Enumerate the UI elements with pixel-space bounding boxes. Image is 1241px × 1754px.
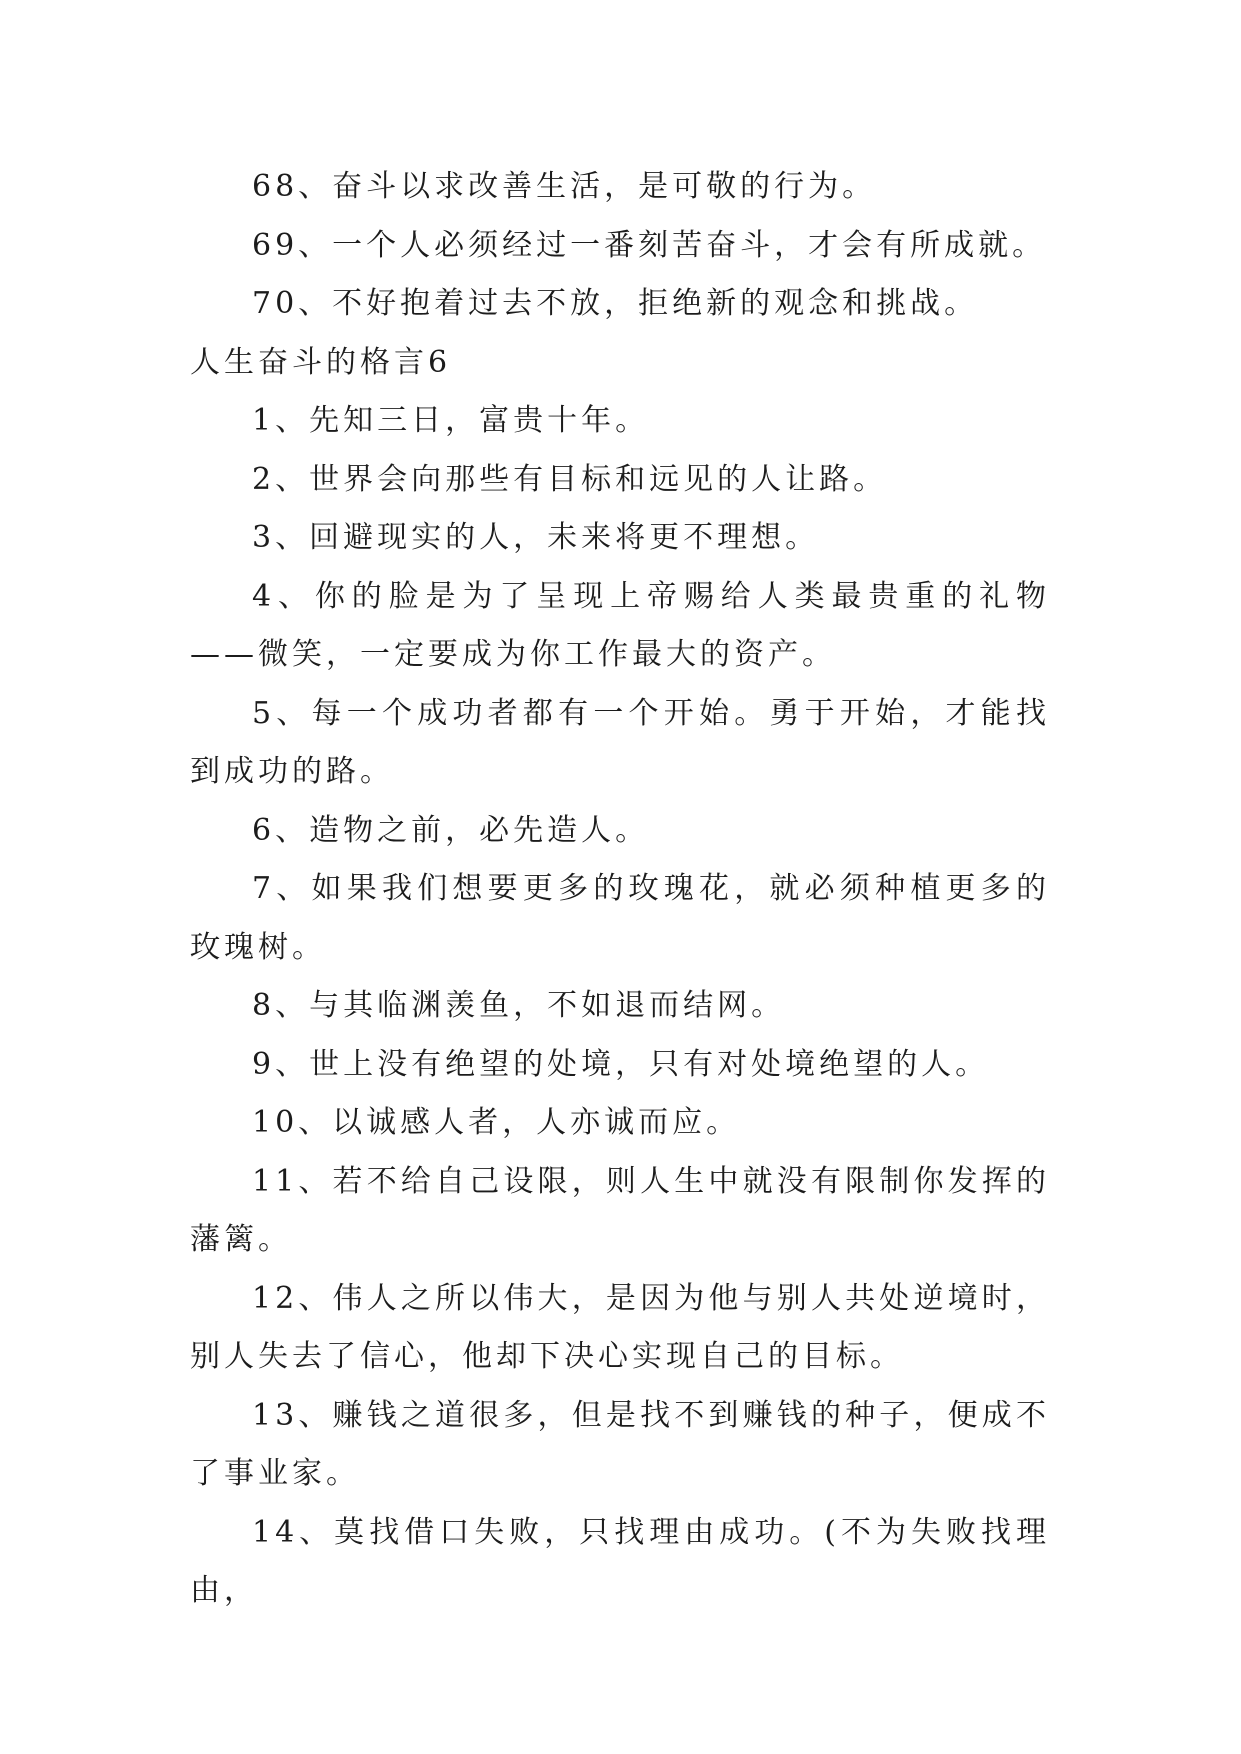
item-1: 1、先知三日，富贵十年。 [252,403,650,438]
document-body [190,158,1050,1621]
item-10: 10、以诚感人者，人亦诚而应。 [252,1105,741,1140]
item-14: 14、莫找借口失败，只找理由成功。(不为失败找理由， [190,1514,1050,1608]
item-13: 13、赚钱之道很多，但是找不到赚钱的种子，便成不了事业家。 [190,1397,1050,1491]
item-8: 8、与其临渊羡鱼，不如退而结网。 [252,988,786,1023]
item-6: 6、造物之前，必先造人。 [252,812,650,848]
item-4: 4、你的脸是为了呈现上帝赐给人类最贵重的礼物——微笑，一定要成为你工作最大的资产。 [190,578,1050,672]
section-heading: 人生奋斗的格言6 [190,344,452,380]
item-5: 5、每一个成功者都有一个开始。勇于开始，才能找到成功的路。 [190,695,1050,789]
item-9: 9、世上没有绝望的处境，只有对处境绝望的人。 [252,1046,990,1082]
item-3: 3、回避现实的人，未来将更不理想。 [252,520,820,555]
paragraph-68: 68、奋斗以求改善生活，是可敬的行为。 [252,169,877,204]
item-11: 11、若不给自己设限，则人生中就没有限制你发挥的藩篱。 [190,1163,1050,1257]
item-2: 2、世界会向那些有目标和远见的人让路。 [252,461,888,497]
paragraph-69: 69、一个人必须经过一番刻苦奋斗，才会有所成就。 [252,227,1047,263]
item-7: 7、如果我们想要更多的玫瑰花，就必须种植更多的玫瑰树。 [190,871,1050,965]
paragraph-70: 70、不好抱着过去不放，拒绝新的观念和挑战。 [252,286,979,321]
item-12: 12、伟人之所以伟大，是因为他与别人共处逆境时，别人失去了信心，他却下决心实现自己的目标。 [190,1280,1050,1374]
